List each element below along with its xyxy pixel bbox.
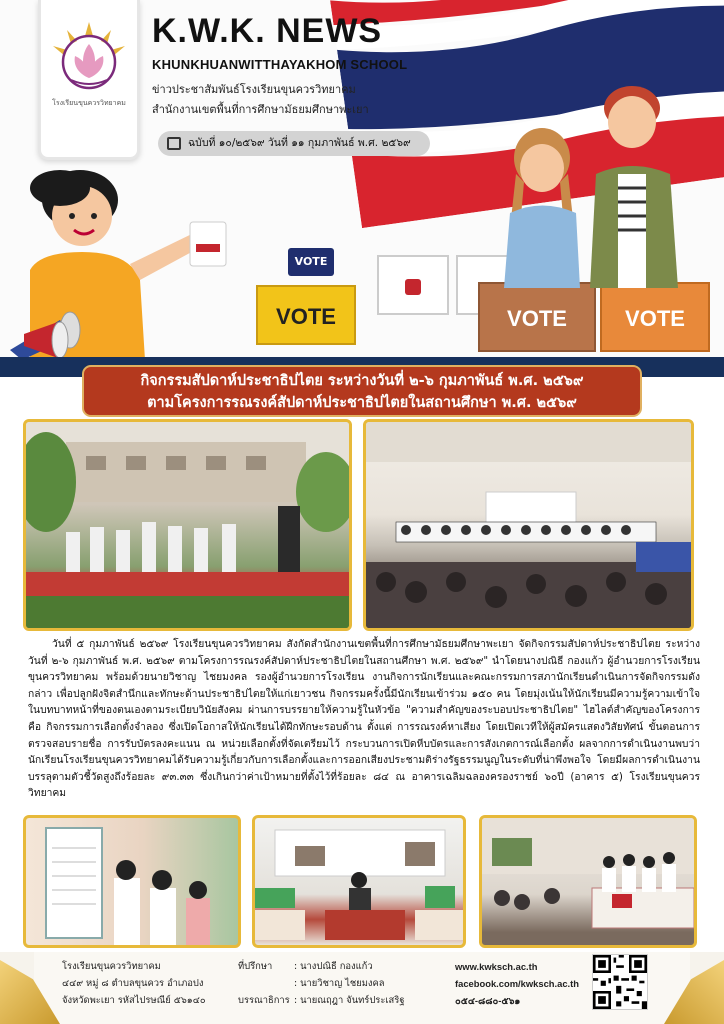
advisor-label: ที่ปรึกษา <box>238 961 273 972</box>
vote-label: VOTE <box>625 306 685 331</box>
article-paragraph: วันที่ ๕ กุมภาพันธ์ ๒๕๖๙ โรงเรียนขุนควรวิทยาคม สังกัดสำนักงานเขตพื้นที่การศึกษามัธยมศึกษาพะเยา จัดกิจกรรมสัปดาห์ประชาธิปไตย ระหว่างวันที่ ๒-๖ กุมภาพันธ์ พ.ศ. ๒๕๖๙ ตามโครงการรณรงค์สัปดาห์ประชาธิปไตยในสถานศึกษา พ.ศ. ๒๕๖๙" นำโดยนางปณิธี กองแก้ว ผู้อำนวยการโรงเรียนขุนควรวิทยาคม พร้อมด้วยนายวิชาญ ไชยมงคล รองผู้อำนวยการโรงเรียน งานกิจการนักเรียนและคณะกรรมการสภานักเรียนดำเนินการจัดกิจกรรมดังกล่าว เพื่อปลูกฝังจิตสำนึกและทักษะด้านประชาธิปไตยให้แก่เยาวชน กิจกรรมครั้งนี้มีนักเรียนเข้าร่วม ๑๕๐ คน โดยมุ่งเน้นให้นักเรียนมีความรู้ความเข้าใจในบทบาทหน้าที่ของตนเองตามระเบียบวินัยสังคม ผ่านการบรรยายให้ความรู้ในหัวข้อ "ความสำคัญของระบอบประชาธิปไตย" ไฮไลต์สำคัญของโครงการคือ กิจกรรมการเลือกตั้งจำลอง ซึ่งเปิดโอกาสให้นักเรียนได้ฝึกทักษะรอบด้าน ตั้งแต่ การรณรงค์หาเสียง โดยเปิดเวทีให้ผู้สมัครแสดงวิสัยทัศน์ ขั้นตอนการตรวจสอบรายชื่อ การรับบัตรลงคะแนน ณ หน่วยเลือกตั้งที่จัดเตรียมไว้ กระบวนการเปิดหีบบัตรและการสังเกตการณ์เลือกตั้ง ผลจากการดำเนินงานพบว่า นักเรียนโรงเรียนขุนควรวิทยาคมได้รับความรู้เกี่ยวกับการเลือกตั้งและการออกเสียงประชามติร่างรัฐธรรมนูญในระดับที่น่าพึงพอใจ โดยมีผลการดำเนินงานบรรลุตามตัวชี้วัดสูงถึงร้อยละ ๙๓.๓๓ ซึ่งเกินกว่าค่าเป้าหมายที่ตั้งไว้ที่ร้อยละ ๘๔ ณ อาคารเฉลิมฉลองครองราชย์ ๖๐ปี (อาคาร ๕) โรงเรียนขุนควรวิทยาคม <box>28 638 700 800</box>
school-name: KHUNKHUANWITTHAYAKHOM SCHOOL <box>152 57 408 72</box>
headline-banner <box>82 365 642 417</box>
students-voting-illustration <box>470 78 720 288</box>
ballot-box-orange <box>600 282 710 352</box>
facebook-link[interactable]: facebook.com/kwksch.ac.th <box>455 978 580 989</box>
advisor-1: : นางปณิธี กองแก้ว <box>294 961 373 972</box>
header <box>0 0 724 360</box>
ballot-box-yellow <box>256 285 356 345</box>
headline-line-2: ตามโครงการรณรงค์สัปดาห์ประชาธิปไตยในสถานศึกษา พ.ศ. ๒๕๖๙ <box>147 395 577 411</box>
lotus-emblem-icon <box>47 22 131 96</box>
address-line-3: จังหวัดพะเยา รหัสไปรษณีย์ ๕๖๑๔๐ <box>62 995 206 1006</box>
school-logo <box>38 0 140 160</box>
photo-vote-counting <box>479 815 697 948</box>
photo-checking-voter-list <box>23 815 241 948</box>
editor-name: : นายณฤฎา จันทร์ประเสริฐ <box>294 995 405 1006</box>
website-link[interactable]: www.kwksch.ac.th <box>455 961 538 972</box>
address-line-2: ๔๔๙ หมู่ ๘ ตำบลขุนควร อำเภอปง <box>62 978 204 989</box>
qr-code-icon <box>593 955 647 1009</box>
footer-credits <box>238 958 438 1009</box>
vote-label: VOTE <box>276 304 336 329</box>
megaphone-icon <box>18 320 78 360</box>
ballot-box-brown <box>478 282 596 352</box>
editor-label: บรรณาธิการ <box>238 995 290 1006</box>
issue-text: ฉบับที่ ๑๐/๒๕๖๙ วันที่ ๑๑ กุมภาพันธ์ พ.ศ. ๒๕๖๙ <box>188 137 411 149</box>
photo-polling-station <box>252 815 466 948</box>
logo-caption: โรงเรียนขุนควรวิทยาคม <box>52 99 126 107</box>
calendar-icon <box>167 137 181 150</box>
photo-assembly-hall <box>363 419 694 631</box>
vote-label: VOTE <box>507 306 567 331</box>
qr-code[interactable] <box>592 954 648 1010</box>
footer-address <box>62 958 232 1009</box>
newsletter-title: K.W.K. NEWS <box>152 12 383 50</box>
advisor-2: : นายวิชาญ ไชยมงคล <box>294 978 385 989</box>
address-line-1: โรงเรียนขุนควรวิทยาคม <box>62 961 161 972</box>
photo-students-lineup <box>23 419 352 631</box>
ballot-box-white <box>377 255 449 315</box>
subtitle-office: สำนักงานเขตพื้นที่การศึกษามัธยมศึกษาพะเยา <box>152 103 369 116</box>
headline-line-1: กิจกรรมสัปดาห์ประชาธิปไตย ระหว่างวันที่ ๒-๖ กุมภาพันธ์ พ.ศ. ๒๕๖๙ <box>140 373 584 389</box>
subtitle-pr: ข่าวประชาสัมพันธ์โรงเรียนขุนควรวิทยาคม <box>152 83 356 96</box>
issue-badge <box>158 131 430 156</box>
phone-number: ๐๕๔-๘๘๐-๕๖๑ <box>455 995 521 1006</box>
vote-card: VOTE <box>288 248 334 276</box>
footer-contact <box>455 958 580 1009</box>
